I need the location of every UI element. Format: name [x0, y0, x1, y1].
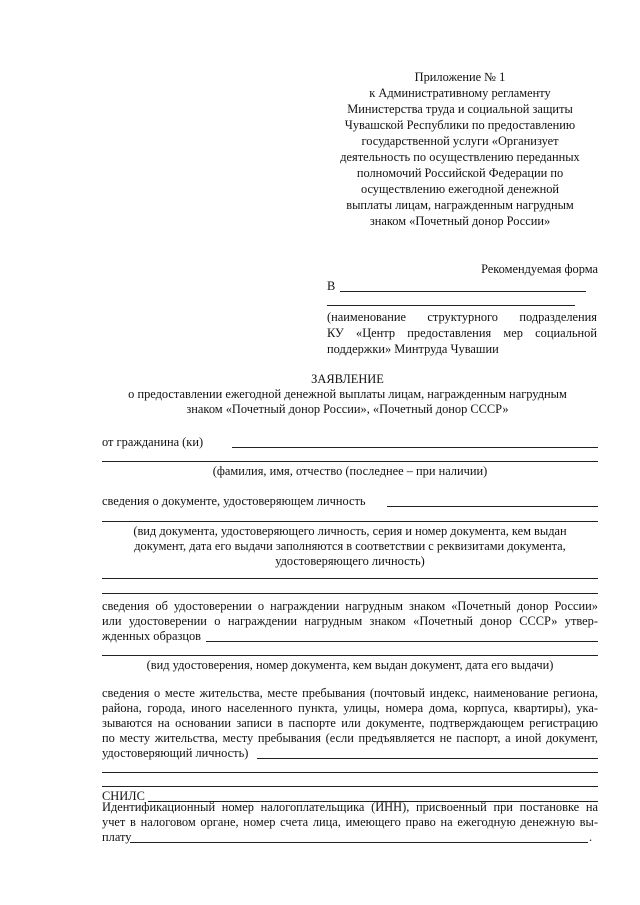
id-hint-2: документ, дата его выдачи заполняются в соответствии с реквизитами документа, [134, 539, 566, 553]
inn-text-1: Идентификационный номер налогоплательщика (ИНН), присвоенный при постановке на [102, 800, 598, 814]
award-line-2[interactable] [102, 655, 598, 656]
account-line[interactable] [130, 842, 588, 843]
appendix-line-1: к Административному регламенту [369, 86, 551, 100]
appendix-line-5: деятельность по осуществлению переданных [340, 150, 580, 164]
appendix-line-7: осуществлению ежегодной денежной [360, 182, 560, 196]
id-extra-line-2[interactable] [102, 593, 598, 594]
fio-line[interactable] [102, 461, 598, 462]
fio-hint: (фамилия, имя, отчество (последнее – при наличии) [212, 464, 488, 478]
award-text-1: сведения об удостоверении о награждении нагрудным знаком «Почетный донор России» [102, 599, 598, 613]
residence-line-2[interactable] [102, 772, 598, 773]
id-document-label: сведения о документе, удостоверяющем личность [102, 494, 366, 508]
award-hint: (вид удостоверения, номер документа, кем выдан документ, дата его выдачи) [146, 658, 554, 672]
inn-text-3: плату [102, 830, 132, 844]
residence-text-1: сведения о месте жительства, месте пребывания (почтовый индекс, наименование региона, [102, 686, 598, 700]
residence-text-3: зываются на основании записи в паспорте или документе, подтверждающем регистрацию [102, 716, 598, 730]
from-citizen-line[interactable] [232, 447, 598, 448]
award-text-2: или удостоверении о награждении нагрудным знаком «Почетный донор СССР» утвер- [102, 614, 598, 628]
id-extra-line-1[interactable] [102, 578, 598, 579]
appendix-line-8: выплаты лицам, награжденным нагрудным [346, 198, 574, 212]
statement-subtitle-1: о предоставлении ежегодной денежной выплаты лицам, награжденным нагрудным [128, 387, 567, 401]
inn-end-mark: . [589, 830, 593, 844]
addressee-to-label: В [327, 279, 336, 293]
award-text-3: жденных образцов [102, 629, 202, 643]
residence-text-4: по месту жительства, месту пребывания (если предъявляется не паспорт, а иной документ, [102, 731, 598, 745]
residence-line[interactable] [257, 758, 598, 759]
residence-line-3[interactable] [102, 786, 598, 787]
appendix-line-4: государственной услуги «Организует [361, 134, 559, 148]
appendix-title: Приложение № 1 [414, 70, 506, 84]
residence-text-5: удостоверяющий личность) [102, 746, 249, 760]
award-line[interactable] [206, 641, 598, 642]
inn-text-2: учет в налоговом органе, номер счета лица, имеющего право на ежегодную денежную вы- [102, 815, 598, 829]
snils-label: СНИЛС [102, 789, 145, 803]
addressee-caption-3: поддержки» Минтруда Чувашии [327, 342, 499, 356]
id-hint-1: (вид документа, удостоверяющего личность, серия и номер документа, кем выдан [133, 524, 567, 538]
appendix-line-2: Министерства труда и социальной защиты [347, 102, 573, 116]
addressee-line-2[interactable] [327, 305, 575, 306]
addressee-line-1[interactable] [340, 291, 586, 292]
statement-subtitle-2: знаком «Почетный донор России», «Почетный донор СССР» [186, 402, 509, 416]
id-document-line[interactable] [387, 506, 598, 507]
recommended-form-label: Рекомендуемая форма [481, 262, 598, 276]
from-citizen-label: от гражданина (ки) [102, 435, 204, 449]
id-document-line-2[interactable] [102, 521, 598, 522]
appendix-line-9: знаком «Почетный донор России» [369, 214, 551, 228]
id-hint-3: удостоверяющего личность) [275, 554, 425, 568]
appendix-line-3: Чувашской Республики по предоставлению [344, 118, 576, 132]
appendix-line-6: полномочий Российской Федерации по [356, 166, 564, 180]
residence-text-2: района, города, иного населенного пункта, улицы, номера дома, корпуса, квартиры), ука- [102, 701, 598, 715]
addressee-caption-2: КУ «Центр предоставления мер социальной [327, 326, 597, 340]
statement-title: ЗАЯВЛЕНИЕ [311, 372, 384, 386]
addressee-caption-1: (наименование структурного подразделения [327, 310, 597, 324]
